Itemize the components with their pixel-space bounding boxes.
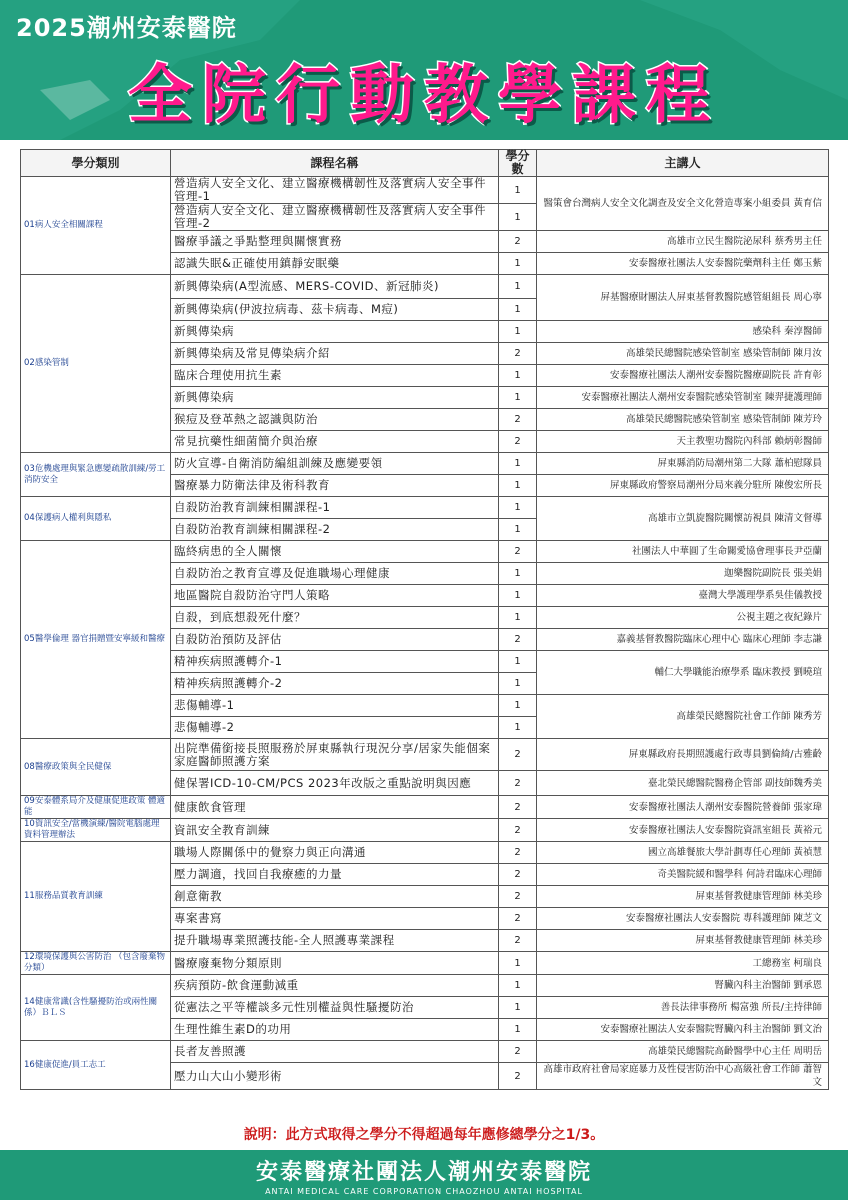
speaker-cell: 高雄榮民總醫院高齡醫學中心主任 周明岳 [537,1041,829,1063]
header-banner [0,0,848,140]
speaker-cell: 安泰醫療社團法人潮州安泰醫院營養師 張家瑋 [537,796,829,819]
course-cell: 自殺防治教育訓練相關課程-1 [171,497,499,519]
credit-cell: 1 [499,475,537,497]
speaker-cell: 高雄榮民總醫院社會工作師 陳秀芳 [537,695,829,739]
course-cell: 出院準備銜接長照服務於屏東縣執行現況分享/居家失能個案家庭醫師照護方案 [171,739,499,771]
course-cell: 提升職場專業照護技能-全人照護專業課程 [171,930,499,952]
credit-cell: 1 [499,453,537,475]
table-row [21,796,829,819]
speaker-cell: 屏東縣政府長期照護處行政專員劉倫綺/古雅齡 [537,739,829,771]
category-cell: 16健康促進/員工志工 [21,1041,171,1090]
course-cell: 臨床合理使用抗生素 [171,365,499,387]
footer-name-en: ANTAI MEDICAL CARE CORPORATION CHAOZHOU ANTAI HOSPITAL [265,1187,583,1196]
credit-cell: 1 [499,321,537,343]
course-cell: 健康飲食管理 [171,796,499,819]
course-cell: 營造病人安全文化、建立醫療機構韌性及落實病人安全事件管理-1 [171,177,499,204]
course-cell: 新興傳染病及常見傳染病介紹 [171,343,499,365]
speaker-cell: 臺灣大學護理學系吳佳儀教授 [537,585,829,607]
credit-cell: 1 [499,387,537,409]
speaker-cell: 屏東縣政府警察局潮州分局來義分駐所 陳俊宏所長 [537,475,829,497]
speaker-cell: 醫策會台灣病人安全文化調查及安全文化營造專案小組委員 黃育信 [537,177,829,231]
table-header-row [21,150,829,177]
course-table [20,149,829,1090]
course-cell: 認識失眠&正確使用鎮靜安眠藥 [171,253,499,275]
credit-cell: 2 [499,1041,537,1063]
speaker-cell: 感染科 秦淳醫師 [537,321,829,343]
table-row [21,739,829,771]
speaker-cell: 高雄市立凱旋醫院關懷訪視員 陳清文督導 [537,497,829,541]
category-cell: 10資訊安全/當機演練/醫院電腦處理資料管理辦法 [21,819,171,842]
speaker-cell: 迦樂醫院副院長 張美娟 [537,563,829,585]
course-cell: 壓力山大山小變形術 [171,1063,499,1090]
course-cell: 自殺，到底想殺死什麼？ [171,607,499,629]
category-cell: 02感染管制 [21,275,171,453]
credit-cell: 1 [499,299,537,321]
header-credits: 學分數 [499,150,537,177]
credit-cell: 1 [499,365,537,387]
course-cell: 專案書寫 [171,908,499,930]
table-row [21,177,829,204]
speaker-cell: 屏東縣消防局潮州第二大隊 蕭柏慰隊員 [537,453,829,475]
course-cell: 猴痘及登革熱之認識與防治 [171,409,499,431]
header-course: 課程名稱 [171,150,499,177]
category-cell: 05醫學倫理 器官捐贈暨安寧緩和醫療 [21,541,171,739]
table-row [21,952,829,975]
course-cell: 長者友善照護 [171,1041,499,1063]
course-cell: 新興傳染病 [171,387,499,409]
speaker-cell: 屏東基督教健康管理師 林美珍 [537,930,829,952]
course-cell: 地區醫院自殺防治守門人策略 [171,585,499,607]
course-cell: 從憲法之平等權談多元性別權益與性騷擾防治 [171,997,499,1019]
credit-cell: 2 [499,343,537,365]
credit-cell: 1 [499,607,537,629]
credit-cell: 1 [499,253,537,275]
credit-cell: 1 [499,275,537,299]
speaker-cell: 奇美醫院緩和醫學科 何詩君臨床心理師 [537,864,829,886]
credit-cell: 2 [499,771,537,796]
course-cell: 醫療暴力防衛法律及術科教育 [171,475,499,497]
speaker-cell: 國立高雄餐旅大學計劃專任心理師 黃禎慧 [537,842,829,864]
credit-cell: 2 [499,409,537,431]
course-cell: 新興傳染病 [171,321,499,343]
header-category: 學分類別 [21,150,171,177]
course-cell: 常見抗藥性細菌簡介與治療 [171,431,499,453]
course-cell: 醫療爭議之爭點整理與關懷實務 [171,231,499,253]
credit-cell: 2 [499,908,537,930]
speaker-cell: 安泰醫療社團法人安泰醫院 專科護理師 陳芝文 [537,908,829,930]
speaker-cell: 高雄市立民生醫院泌尿科 蔡秀男主任 [537,231,829,253]
credit-cell: 1 [499,204,537,231]
credit-cell: 1 [499,585,537,607]
credit-cell: 1 [499,695,537,717]
year-hospital-title: 2025潮州安泰醫院 [16,14,237,42]
table-row [21,453,829,475]
speaker-cell: 安泰醫療社團法人安泰醫院藥劑科主任 鄭玉紫 [537,253,829,275]
footer-name-zh: 安泰醫療社團法人潮州安泰醫院 [255,1159,592,1185]
speaker-cell: 屏東基督教健康管理師 林美珍 [537,886,829,908]
course-cell: 新興傳染病(伊波拉病毒、茲卡病毒、M痘) [171,299,499,321]
course-cell: 精神疾病照護轉介-1 [171,651,499,673]
page-title: 全院行動教學課程 [128,59,720,133]
credit-cell: 1 [499,952,537,975]
credit-cell: 1 [499,177,537,204]
credit-cell: 1 [499,717,537,739]
credit-cell: 1 [499,563,537,585]
course-cell: 自殺防治預防及評估 [171,629,499,651]
speaker-cell: 高雄市政府社會局家庭暴力及性侵害防治中心高級社會工作師 蕭智文 [537,1063,829,1090]
table-row [21,975,829,997]
category-cell: 01病人安全相關課程 [21,177,171,275]
footer-banner [0,1150,848,1200]
course-cell: 臨終病患的全人關懷 [171,541,499,563]
table-row [21,541,829,563]
table-row [21,497,829,519]
course-cell: 新興傳染病(A型流感、MERS-COVID、新冠肺炎) [171,275,499,299]
course-cell: 創意衛教 [171,886,499,908]
speaker-cell: 安泰醫療社團法人潮州安泰醫院感染管制室 陳羿捷護理師 [537,387,829,409]
course-cell: 精神疾病照護轉介-2 [171,673,499,695]
credit-cell: 2 [499,796,537,819]
header-speaker: 主講人 [537,150,829,177]
speaker-cell: 工總務室 柯瑞良 [537,952,829,975]
category-cell: 09安泰體系局介及健康促進政策 體適能 [21,796,171,819]
category-cell: 04保護病人權利與隱私 [21,497,171,541]
table-row [21,819,829,842]
credit-cell: 2 [499,1063,537,1090]
credit-cell: 2 [499,864,537,886]
speaker-cell: 善長法律事務所 楊富強 所長/主持律師 [537,997,829,1019]
course-cell: 疾病預防-飲食運動減重 [171,975,499,997]
category-cell: 08醫療政策與全民健保 [21,739,171,796]
course-cell: 生理性維生素D的功用 [171,1019,499,1041]
course-cell: 資訊安全教育訓練 [171,819,499,842]
credit-cell: 1 [499,497,537,519]
course-cell: 健保署ICD-10-CM/PCS 2023年改版之重點說明與因應 [171,771,499,796]
credit-cell: 2 [499,541,537,563]
table-row [21,275,829,299]
course-cell: 防火宣導-自衛消防編組訓練及應變要領 [171,453,499,475]
course-cell: 自殺防治之教育宣導及促進職場心理健康 [171,563,499,585]
course-cell: 醫療廢棄物分類原則 [171,952,499,975]
category-cell: 11服務品質教育訓練 [21,842,171,952]
table-row [21,842,829,864]
credit-cell: 2 [499,842,537,864]
course-cell: 營造病人安全文化、建立醫療機構韌性及落實病人安全事件管理-2 [171,204,499,231]
speaker-cell: 屏基醫療財團法人屏東基督教醫院感管組組長 周心寧 [537,275,829,321]
credit-note: 說明：此方式取得之學分不得超過每年應修總學分之1/3。 [243,1127,605,1143]
speaker-cell: 天主教聖功醫院內科部 賴炳彰醫師 [537,431,829,453]
speaker-cell: 安泰醫療社團法人安泰醫院資訊室組長 黃裕元 [537,819,829,842]
credit-cell: 1 [499,519,537,541]
speaker-cell: 安泰醫療社團法人安泰醫院腎臟內科主治醫師 劉文治 [537,1019,829,1041]
speaker-cell: 嘉義基督教醫院臨床心理中心 臨床心理師 李志謙 [537,629,829,651]
speaker-cell: 腎臟內科主治醫師 劉承恩 [537,975,829,997]
credit-cell: 1 [499,1019,537,1041]
speaker-cell: 社團法人中華圓了生命關愛協會理事長尹亞蘭 [537,541,829,563]
speaker-cell: 高雄榮民總醫院感染管制室 感染管制師 陳月汝 [537,343,829,365]
credit-cell: 2 [499,930,537,952]
credit-cell: 1 [499,651,537,673]
speaker-cell: 臺北榮民總醫院醫務企管部 副技師魏秀美 [537,771,829,796]
credit-cell: 2 [499,886,537,908]
speaker-cell: 公視主題之夜紀錄片 [537,607,829,629]
credit-cell: 2 [499,431,537,453]
course-cell: 壓力調適，找回自我療癒的力量 [171,864,499,886]
speaker-cell: 輔仁大學職能治療學系 臨床教授 劉曉瑄 [537,651,829,695]
speaker-cell: 安泰醫療社團法人潮州安泰醫院醫療副院長 許育彰 [537,365,829,387]
table-body [21,177,829,1090]
course-cell: 悲傷輔導-1 [171,695,499,717]
category-cell: 03危機處理與緊急應變疏散訓練/勞工消防安全 [21,453,171,497]
course-cell: 職場人際關係中的覺察力與正向溝通 [171,842,499,864]
credit-cell: 2 [499,819,537,842]
category-cell: 12環境保護與公害防治 （包含廢棄物分類） [21,952,171,975]
course-cell: 自殺防治教育訓練相關課程-2 [171,519,499,541]
credit-cell: 2 [499,739,537,771]
credit-cell: 1 [499,673,537,695]
speaker-cell: 高雄榮民總醫院感染管制室 感染管制師 陳芳玲 [537,409,829,431]
table-row [21,1041,829,1063]
credit-cell: 2 [499,629,537,651]
credit-cell: 1 [499,997,537,1019]
credit-cell: 2 [499,231,537,253]
course-cell: 悲傷輔導-2 [171,717,499,739]
category-cell: 14健康常識(含性騷擾防治或兩性關係）ＢＬＳ [21,975,171,1041]
course-table-container [20,149,828,1090]
credit-cell: 1 [499,975,537,997]
